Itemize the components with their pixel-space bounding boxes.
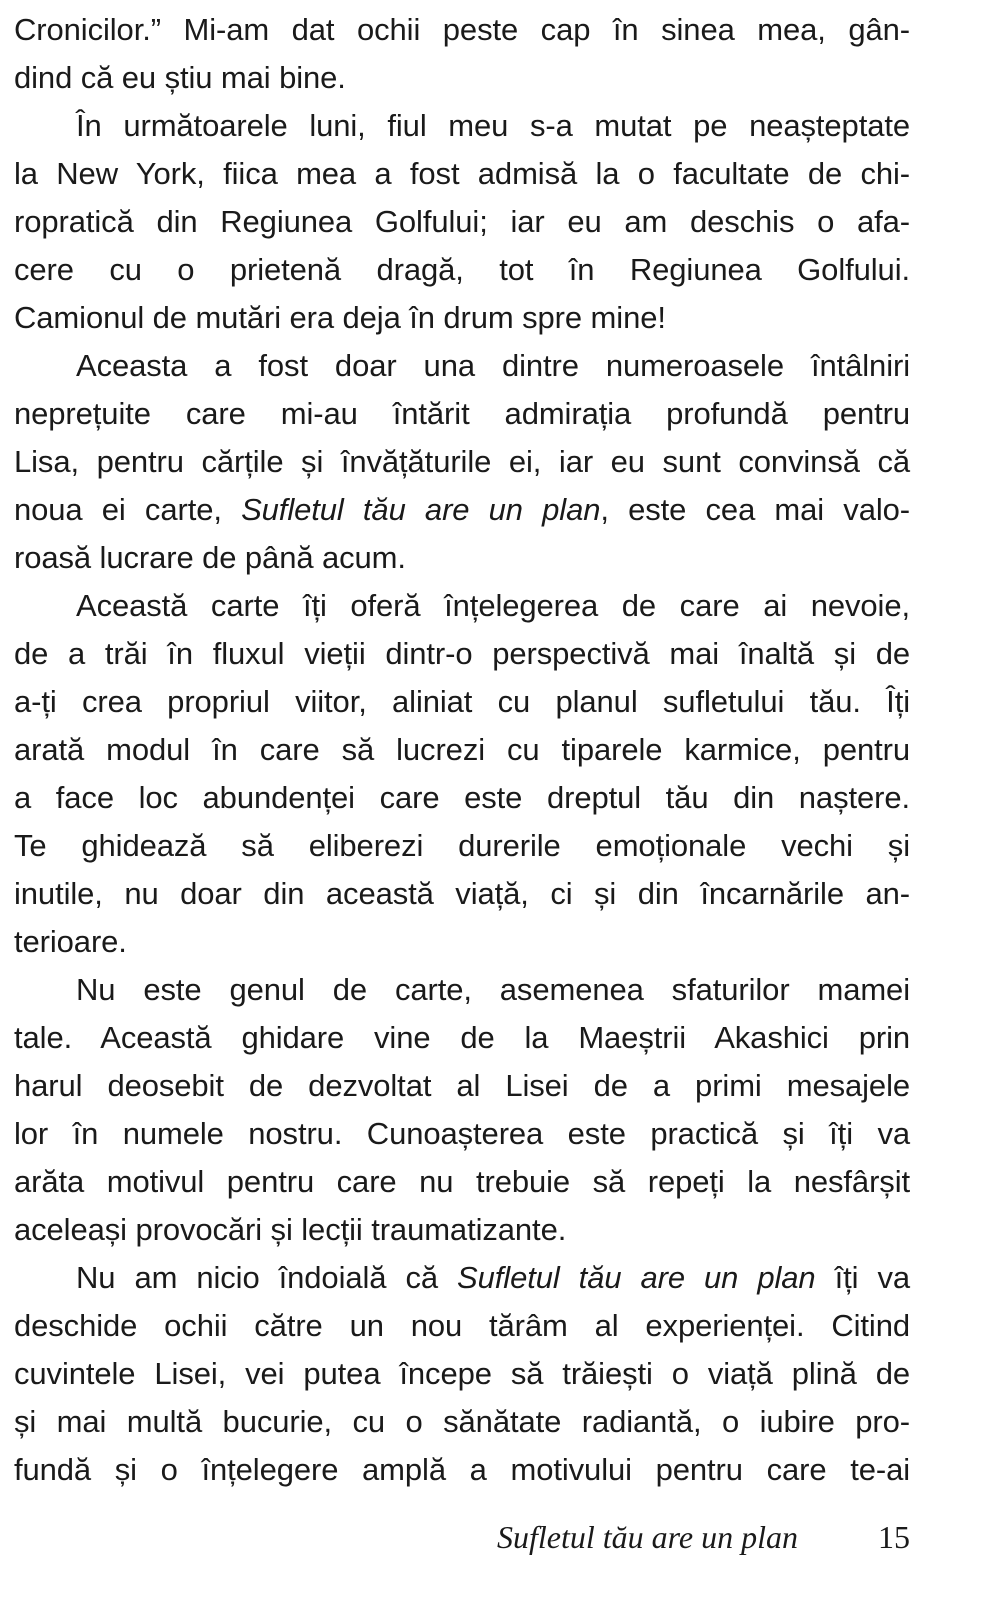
page-number: 15 — [878, 1519, 910, 1555]
text-line — [14, 726, 910, 774]
text-segment: cuvintele Lisei, vei putea începe să trăiești o viață plină de — [14, 1356, 910, 1391]
text-segment: harul deosebit de dezvoltat al Lisei de a primi mesajele — [14, 1068, 910, 1103]
text-segment: În următoarele luni, fiul meu s-a mutat pe neașteptate — [76, 108, 910, 143]
text-line — [14, 246, 910, 294]
text-line — [14, 822, 910, 870]
text-line — [14, 1062, 910, 1110]
text-segment: Camionul de mutări era deja în drum spre mine! — [14, 300, 666, 335]
text-segment: Aceasta a fost doar una dintre numeroasele întâlniri — [76, 348, 910, 383]
text-line — [14, 1398, 910, 1446]
text-segment: terioare. — [14, 924, 127, 959]
text-segment: de a trăi în fluxul vieții dintr-o perspectivă mai înaltă și de — [14, 636, 910, 671]
text-segment: fundă și o înțelegere amplă a motivului pentru care te-ai — [14, 1452, 910, 1487]
text-segment: inutile, nu doar din această viață, ci și din încarnările an- — [14, 876, 910, 911]
text-line — [14, 774, 910, 822]
book-title-italic: Sufletul tău are un plan — [457, 1260, 816, 1295]
text-line — [14, 54, 910, 102]
text-line — [14, 870, 910, 918]
text-segment: noua ei carte, — [14, 492, 242, 527]
text-segment: îți va — [815, 1260, 910, 1295]
text-segment: arăta motivul pentru care nu trebuie să repeți la nesfârșit — [14, 1164, 910, 1199]
text-segment: Nu este genul de carte, asemenea sfaturilor mamei — [76, 972, 910, 1007]
text-line — [14, 630, 910, 678]
paragraph-first-line — [14, 966, 910, 1014]
text-line — [14, 294, 910, 342]
text-line — [14, 1350, 910, 1398]
text-line — [14, 1302, 910, 1350]
text-line — [14, 390, 910, 438]
text-segment: tale. Această ghidare vine de la Maeștrii Akashici prin — [14, 1020, 910, 1055]
text-segment: aceleași provocări și lecții traumatizante. — [14, 1212, 567, 1247]
text-line — [14, 1206, 910, 1254]
text-line — [14, 1446, 910, 1494]
text-line — [14, 486, 910, 534]
paragraph-first-line — [14, 582, 910, 630]
paragraph-first-line — [14, 1254, 910, 1302]
paragraph-first-line — [14, 342, 910, 390]
text-line — [14, 6, 910, 54]
text-line — [14, 534, 910, 582]
text-line — [14, 678, 910, 726]
text-segment: a-ți crea propriul viitor, aliniat cu planul sufletului tău. Îți — [14, 684, 910, 719]
text-line — [14, 438, 910, 486]
text-segment: Lisa, pentru cărțile și învățăturile ei, iar eu sunt convinsă că — [14, 444, 910, 479]
text-segment: Cronicilor.” Mi-am dat ochii peste cap în sinea mea, gân- — [14, 12, 910, 47]
text-segment: neprețuite care mi-au întărit admirația profundă pentru — [14, 396, 910, 431]
text-segment: arată modul în care să lucrezi cu tiparele karmice, pentru — [14, 732, 910, 767]
text-segment: Nu am nicio îndoială că — [76, 1260, 458, 1295]
page-footer — [0, 1512, 910, 1562]
text-line — [14, 1014, 910, 1062]
text-segment: roasă lucrare de până acum. — [14, 540, 406, 575]
text-line — [14, 198, 910, 246]
page-body — [14, 6, 910, 1494]
text-segment: ropratică din Regiunea Golfului; iar eu am deschis o afa- — [14, 204, 910, 239]
paragraph-first-line — [14, 102, 910, 150]
text-line — [14, 1110, 910, 1158]
text-segment: Te ghidează să eliberezi durerile emoționale vechi și — [14, 828, 910, 863]
text-line — [14, 150, 910, 198]
text-segment: și mai multă bucurie, cu o sănătate radiantă, o iubire pro- — [14, 1404, 910, 1439]
text-segment: la New York, fiica mea a fost admisă la o facultate de chi- — [14, 156, 910, 191]
text-line — [14, 1158, 910, 1206]
book-title-italic: Sufletul tău are un plan — [241, 492, 601, 527]
text-segment: dind că eu știu mai bine. — [14, 60, 346, 95]
text-segment: lor în numele nostru. Cunoașterea este practică și îți va — [14, 1116, 910, 1151]
text-line — [14, 918, 910, 966]
running-title: Sufletul tău are un plan — [496, 1519, 798, 1555]
text-segment: cere cu o prietenă dragă, tot în Regiunea Golfului. — [14, 252, 910, 287]
text-segment: Această carte îți oferă înțelegerea de care ai nevoie, — [76, 588, 910, 623]
text-segment: a face loc abundenței care este dreptul tău din naștere. — [14, 780, 910, 815]
text-segment: deschide ochii către un nou tărâm al experienței. Citind — [14, 1308, 910, 1343]
text-segment: , este cea mai valo- — [600, 492, 910, 527]
